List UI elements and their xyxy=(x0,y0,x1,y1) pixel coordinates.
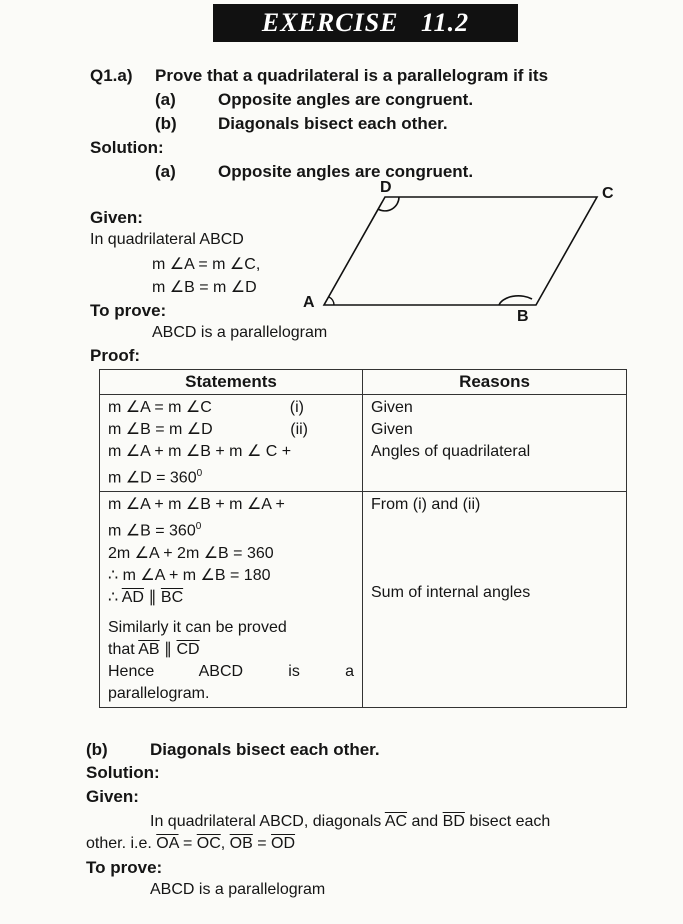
segment-bd: $\overline{BD}$ xyxy=(442,813,465,830)
statement-4-line-1: m ∠A + m ∠B + m ∠A + xyxy=(108,496,285,514)
segment-oc: $\overline{OC}$ xyxy=(196,835,221,852)
option-b-text: Diagonals bisect each other. xyxy=(218,114,448,133)
statement-3-line-2: m ∠D = 360 xyxy=(108,469,197,487)
statement-3-line-1: m ∠A + m ∠B + m ∠ C + xyxy=(108,443,292,460)
reason-4: From (i) and (ii) xyxy=(371,496,481,514)
given-line-2: m ∠A = m ∠C, xyxy=(152,256,261,273)
vertex-label-c: C xyxy=(602,185,614,202)
degree-mark: 0 xyxy=(196,468,203,479)
exercise-title: EXERCISE xyxy=(261,8,399,37)
statement-5: 2m ∠A + 2m ∠B = 360 xyxy=(108,544,274,562)
statement-1: m ∠A = m ∠C xyxy=(108,399,212,416)
segment-ob: $\overline{OB}$ xyxy=(229,835,253,852)
question-label: Q1.a) xyxy=(90,66,133,85)
table-header-row xyxy=(100,370,627,395)
vertex-label-b: B xyxy=(517,308,529,325)
part-a-label: (a) xyxy=(155,162,176,181)
statement-8-line-2: that $\overline{AB}$ ∥ $\overline{CD}$ xyxy=(108,640,200,658)
statement-4-line-2: m ∠B = 360 xyxy=(108,522,196,540)
parallelogram-shape xyxy=(324,197,597,305)
to-prove-heading: To prove: xyxy=(90,301,167,320)
header-statements: Statements xyxy=(100,370,363,395)
table-row xyxy=(100,395,627,492)
given-line-3: m ∠B = m ∠D xyxy=(152,279,257,296)
statement-cell xyxy=(100,492,363,707)
solution-heading: Solution: xyxy=(90,138,164,157)
option-b-label: (b) xyxy=(155,114,177,133)
segment-od: $\overline{OD}$ xyxy=(271,835,296,852)
part-b-given-line-2: other. i.e. $\overline{OA} = \overline{OC}$, $\overline{OB} = \overline{OD}$ xyxy=(86,835,296,852)
statement-8-line-1: Similarly it can be proved xyxy=(108,618,287,636)
statement-7: ∴ $\overline{AD}$ ∥ $\overline{BC}$ xyxy=(108,588,184,606)
part-b-label: (b) xyxy=(86,740,108,759)
reason-cell xyxy=(363,492,627,707)
part-b-given: Given: xyxy=(86,787,139,806)
statement-1-number: (i) xyxy=(289,399,304,416)
given-heading: Given: xyxy=(90,208,143,227)
part-b-to-prove: To prove: xyxy=(86,858,163,877)
part-b-to-prove-text: ABCD is a parallelogram xyxy=(150,881,326,898)
degree-mark: 0 xyxy=(195,521,202,533)
part-b-heading: Diagonals bisect each other. xyxy=(150,740,380,759)
reason-3: Angles of quadrilateral xyxy=(371,443,531,460)
part-b-solution: Solution: xyxy=(86,763,160,782)
header-reasons: Reasons xyxy=(363,370,627,395)
reason-cell xyxy=(363,395,627,492)
statement-9-line-2: parallelogram. xyxy=(108,684,210,702)
question-text: Prove that a quadrilateral is a parallelogram if its xyxy=(155,66,549,85)
segment-ad: $\overline{AD}$ xyxy=(121,588,144,606)
option-a-text: Opposite angles are congruent. xyxy=(218,90,474,109)
proof-table xyxy=(99,369,627,708)
segment-oa: $\overline{OA}$ xyxy=(156,835,179,852)
statement-cell xyxy=(100,395,363,492)
angle-a-arc xyxy=(329,297,334,305)
statement-2-number: (ii) xyxy=(290,421,308,438)
proof-heading: Proof: xyxy=(90,346,141,365)
table-row xyxy=(100,492,627,707)
reason-1: Given xyxy=(371,399,413,416)
reason-7: Sum of internal angles xyxy=(371,584,531,602)
angle-b-arc xyxy=(499,296,532,305)
to-prove-text: ABCD is a parallelogram xyxy=(152,324,328,341)
parallel-symbol: ∥ xyxy=(148,588,157,606)
exercise-number: 11.2 xyxy=(421,8,470,37)
statement-2: m ∠B = m ∠D xyxy=(108,421,213,438)
part-a-heading: Opposite angles are congruent. xyxy=(218,162,474,181)
vertex-label-d: D xyxy=(380,179,392,196)
part-b-given-line-1: In quadrilateral ABCD, diagonals $\overline{AC}$ and $\overline{BD}$ bisect each xyxy=(150,813,551,830)
segment-bc: $\overline{BC}$ xyxy=(160,588,184,606)
option-a-label: (a) xyxy=(155,90,176,109)
segment-cd: $\overline{CD}$ xyxy=(176,640,200,658)
parallel-symbol: ∥ xyxy=(164,640,173,658)
vertex-label-a: A xyxy=(303,294,315,311)
segment-ab: $\overline{AB}$ xyxy=(138,640,160,658)
reason-2: Given xyxy=(371,421,413,438)
given-line-1: In quadrilateral ABCD xyxy=(90,231,244,248)
statement-6: ∴ m ∠A + m ∠B = 180 xyxy=(108,566,271,584)
statement-9-line-1: Hence ABCD is a xyxy=(108,662,354,680)
segment-ac: $\overline{AC}$ xyxy=(384,813,408,830)
